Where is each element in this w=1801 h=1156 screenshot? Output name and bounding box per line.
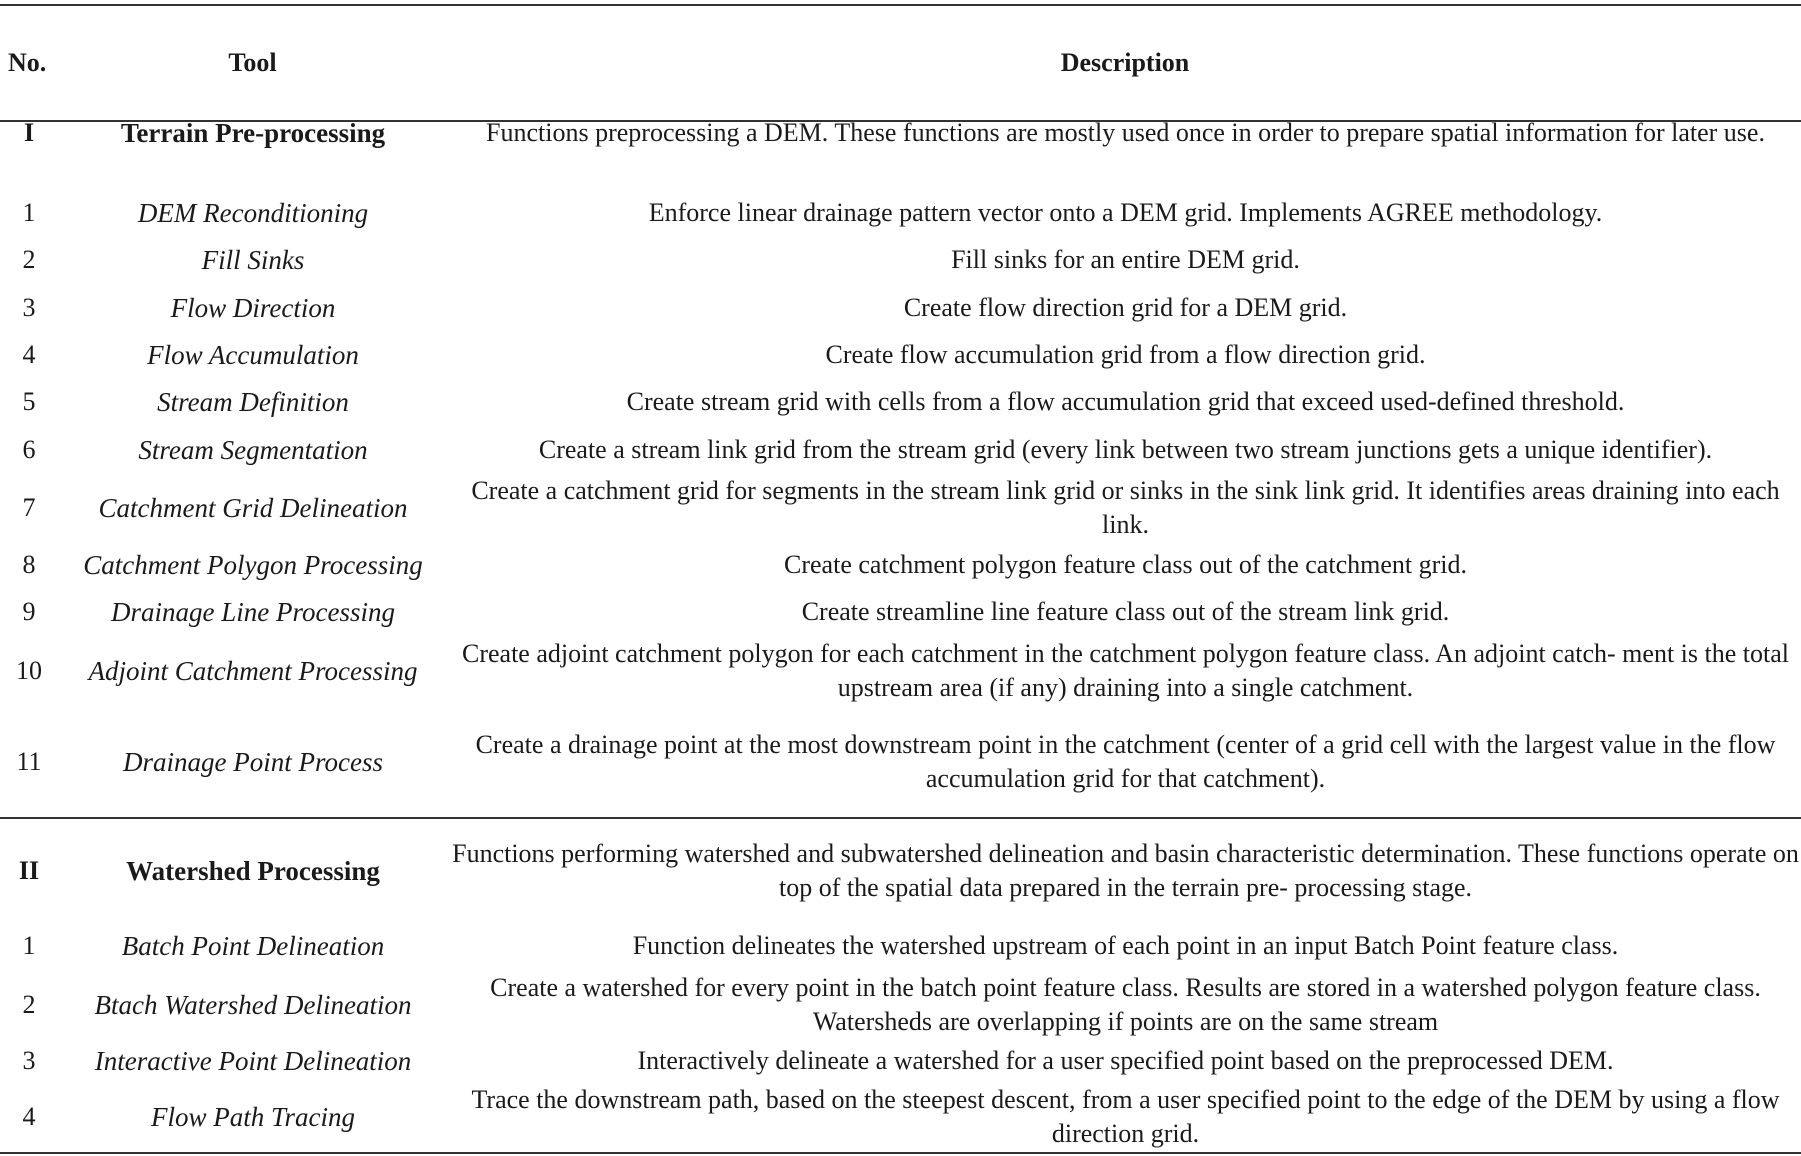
section-description: Functions preprocessing a DEM. These functions are mostly used once in order to prepare spatial information for later use. xyxy=(486,118,1765,147)
table-row xyxy=(0,190,1801,236)
table-row xyxy=(0,588,1801,636)
tool-name: Drainage Line Processing xyxy=(111,596,395,627)
tool-name: Stream Segmentation xyxy=(138,434,368,465)
tool-name: Adjoint Catchment Processing xyxy=(88,655,418,686)
row-number: 1 xyxy=(22,931,36,960)
header-tool: Tool xyxy=(228,48,277,77)
tool-description: Create streamline line feature class out of the stream link grid. xyxy=(801,597,1450,626)
row-number: 7 xyxy=(22,493,36,522)
row-number: 9 xyxy=(22,597,36,626)
tool-description: Create adjoint catchment polygon for each catchment in the catchment polygon feature class. An adjoint catch- ment is the total upstream area (if any) draining into a single catchment. xyxy=(462,639,1789,702)
table-row xyxy=(0,236,1801,284)
tool-name: DEM Reconditioning xyxy=(137,197,369,228)
tool-description: Create catchment polygon feature class out of the catchment grid. xyxy=(784,550,1467,579)
table-row xyxy=(0,378,1801,426)
table-row xyxy=(0,636,1801,706)
section-row-watershed xyxy=(0,820,1801,922)
row-number: 3 xyxy=(22,1046,36,1075)
tool-name: Interactive Point Delineation xyxy=(94,1045,412,1076)
row-number: 3 xyxy=(22,293,36,322)
tool-description: Create a catchment grid for segments in the stream link grid or sinks in the sink link grid. It identifies areas draining into each link. xyxy=(471,476,1780,539)
table-row xyxy=(0,922,1801,970)
table-bottom-rule xyxy=(0,1152,1801,1154)
row-number: 8 xyxy=(22,550,36,579)
tool-description: Trace the downstream path, based on the steepest descent, from a user specified point to the edge of the DEM by using a flow direction grid. xyxy=(471,1085,1780,1148)
tool-description: Function delineates the watershed upstream of each point in an input Batch Point feature class. xyxy=(632,931,1619,960)
table-row xyxy=(0,1082,1801,1152)
tool-name: Fill Sinks xyxy=(201,244,305,275)
section-number: I xyxy=(23,118,35,147)
tool-description: Create a stream link grid from the stream grid (every link between two stream junctions gets a unique identifier). xyxy=(538,435,1713,464)
table-row xyxy=(0,718,1801,806)
tool-description: Enforce linear drainage pattern vector onto a DEM grid. Implements AGREE methodology. xyxy=(648,198,1603,227)
row-number: 6 xyxy=(22,435,36,464)
table-row xyxy=(0,426,1801,474)
tool-description: Create flow direction grid for a DEM grid. xyxy=(903,293,1348,322)
section-number: II xyxy=(18,856,40,885)
section-divider-rule xyxy=(0,817,1801,819)
table-row xyxy=(0,1040,1801,1082)
tool-name: Catchment Grid Delineation xyxy=(98,492,408,523)
table-row xyxy=(0,542,1801,588)
header-description: Description xyxy=(1060,48,1190,77)
tool-name: Flow Direction xyxy=(170,292,336,323)
section-description: Functions performing watershed and subwatershed delineation and basin characteristic determination. These functions operate on top of the spatial data prepared in the terrain pre- processing stage. xyxy=(452,839,1799,902)
table-row xyxy=(0,970,1801,1040)
tool-name: Batch Point Delineation xyxy=(121,930,385,961)
row-number: 5 xyxy=(22,387,36,416)
table-top-rule xyxy=(0,4,1801,6)
table-row xyxy=(0,474,1801,542)
row-number: 10 xyxy=(16,656,42,685)
tool-name: Stream Definition xyxy=(157,386,349,417)
row-number: 2 xyxy=(22,990,36,1019)
row-number: 4 xyxy=(22,1102,36,1131)
tool-name: Catchment Polygon Processing xyxy=(83,549,423,580)
tool-name: Drainage Point Process xyxy=(123,746,383,777)
tool-description: Create a drainage point at the most downstream point in the catchment (center of a grid cell with the largest value in the flow accumulation grid for that catchment). xyxy=(475,730,1776,793)
header-no: No. xyxy=(8,48,47,77)
tool-name: Flow Path Tracing xyxy=(150,1101,356,1132)
table-row xyxy=(0,284,1801,332)
section-row-terrain xyxy=(0,100,1801,166)
tool-name: Flow Accumulation xyxy=(147,339,359,370)
table-row xyxy=(0,332,1801,378)
tool-description: Create a watershed for every point in the batch point feature class. Results are stored in a watershed polygon feature class. Watersheds are overlapping if points are on the same stream xyxy=(490,973,1761,1036)
tool-description: Fill sinks for an entire DEM grid. xyxy=(951,245,1300,274)
section-title: Watershed Processing xyxy=(126,855,380,886)
row-number: 2 xyxy=(22,245,36,274)
section-title: Terrain Pre-processing xyxy=(120,117,386,148)
tool-name: Btach Watershed Delineation xyxy=(94,989,412,1020)
row-number: 4 xyxy=(22,340,36,369)
row-number: 11 xyxy=(16,747,42,776)
row-number: 1 xyxy=(22,198,36,227)
tool-description: Interactively delineate a watershed for a user specified point based on the preprocessed DEM. xyxy=(637,1046,1614,1075)
tool-description: Create flow accumulation grid from a flow direction grid. xyxy=(825,340,1426,369)
tool-description: Create stream grid with cells from a flow accumulation grid that exceed used-defined threshold. xyxy=(626,387,1625,416)
